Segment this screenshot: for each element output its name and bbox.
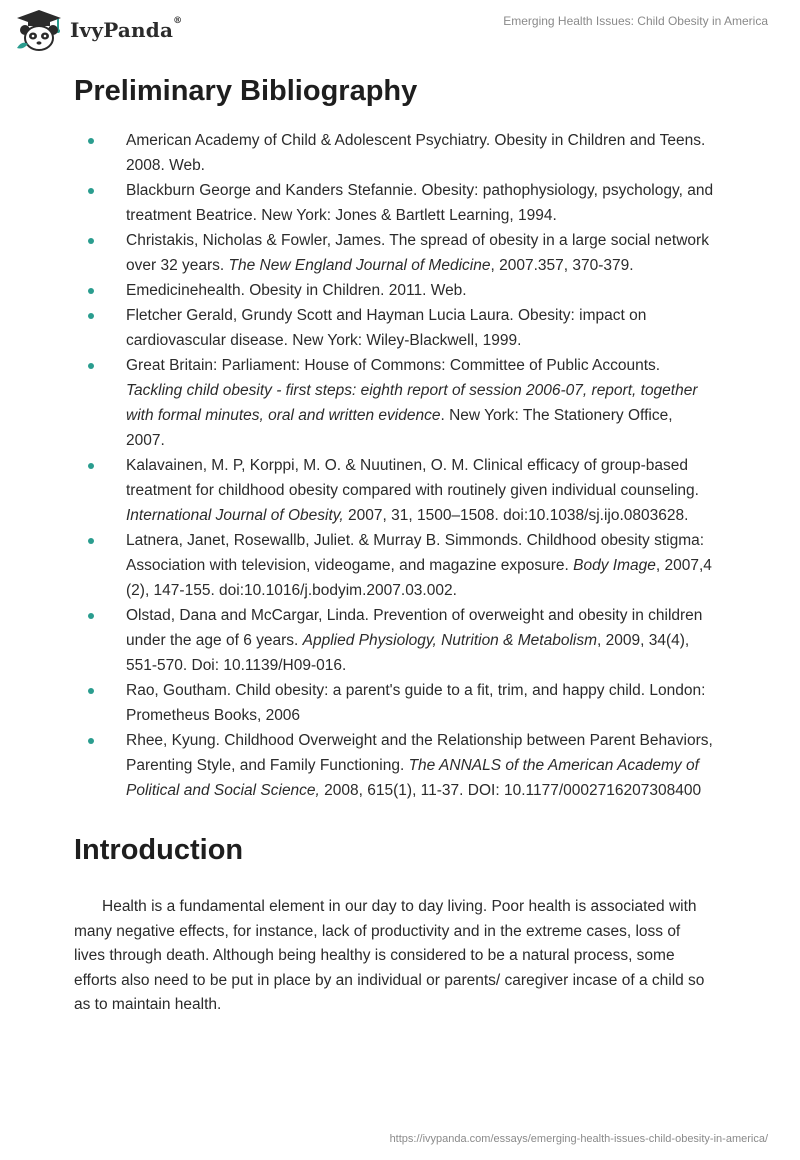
- bibliography-item: [74, 678, 714, 728]
- citation-text: Christakis, Nicholas & Fowler, James. The spread of obesity in a large social network over 32 years.: [126, 232, 709, 274]
- bullet-icon: [88, 313, 94, 319]
- bullet-icon: [88, 138, 94, 144]
- bibliography-heading: Preliminary Bibliography: [74, 75, 418, 107]
- essay-content: [74, 70, 714, 1018]
- bullet-icon: [88, 463, 94, 469]
- bullet-icon: [88, 738, 94, 744]
- bibliography-item: [74, 453, 714, 528]
- bibliography-item: [74, 603, 714, 678]
- bullet-icon: [88, 538, 94, 544]
- source-url-link[interactable]: https://ivypanda.com/essays/emerging-health-issues-child-obesity-in-america/: [389, 1133, 768, 1145]
- bibliography-item: [74, 528, 714, 603]
- citation-text: , 2009, 34(4), 551-570. Doi: 10.1139/H09-016.: [126, 632, 690, 674]
- citation-text: 2008, 615(1), 11-37. DOI: 10.1177/0002716207308400: [319, 782, 702, 799]
- bullet-icon: [88, 613, 94, 619]
- bibliography-item: [74, 303, 714, 353]
- citation-text: Rhee, Kyung. Childhood Overweight and the Relationship between Parent Behaviors, Parenting Style, and Family Functioning.: [126, 732, 713, 774]
- citation-title: International Journal of Obesity,: [126, 507, 344, 524]
- citation-text: Blackburn George and Kanders Stefannie. Obesity: pathophysiology, psychology, and treatment Beatrice. New York: Jones & Bartlett Learning, 1994.: [126, 182, 714, 224]
- citation-text: . New York: The Stationery Office, 2007.: [126, 407, 673, 449]
- bibliography-item: [74, 278, 714, 303]
- citation-text: Olstad, Dana and McCargar, Linda. Prevention of overweight and obesity in children under the age of 6 years.: [126, 607, 703, 649]
- bullet-icon: [88, 188, 94, 194]
- document-title: Emerging Health Issues: Child Obesity in America: [503, 14, 768, 28]
- citation-text: Kalavainen, M. P, Korppi, M. O. & Nuutinen, O. M. Clinical efficacy of group-based treatment for childhood obesity compared with routinely given individual counseling.: [126, 457, 699, 499]
- citation-title: The ANNALS of the American Academy of Political and Social Science,: [126, 757, 699, 799]
- citation-text: Fletcher Gerald, Grundy Scott and Hayman Lucia Laura. Obesity: impact on cardiovascular disease. New York: Wiley-Blackwell, 1999.: [126, 307, 647, 349]
- panda-graduate-icon: [14, 8, 64, 52]
- citation-title: Tackling child obesity - first steps: eighth report of session 2006-07, report, together with formal minutes, oral and written evidence: [126, 382, 698, 424]
- citation-text: Rao, Goutham. Child obesity: a parent's guide to a fit, trim, and happy child. London: Prometheus Books, 2006: [126, 682, 706, 724]
- citation-text: Emedicinehealth. Obesity in Children. 2011. Web.: [126, 282, 467, 299]
- bibliography-item: [74, 178, 714, 228]
- citation-text: Latnera, Janet, Rosewallb, Juliet. & Murray B. Simmonds. Childhood obesity stigma: Association with television, videogame, and magazine exposure.: [126, 532, 705, 574]
- bibliography-item: [74, 228, 714, 278]
- bibliography-list: [74, 128, 714, 803]
- bullet-icon: [88, 363, 94, 369]
- bibliography-item: [74, 128, 714, 178]
- introduction-paragraph: Health is a fundamental element in our day to day living. Poor health is associated with many negative effects, for instance, lack of productivity and in the extreme cases, loss of lives through death. Although being healthy is considered to be a natural process, some efforts also need to be put in place by an individual or parents/ caregiver incase of a child so as to maintain health.: [74, 898, 705, 1013]
- introduction-heading: Introduction: [74, 834, 244, 866]
- page-header: [0, 0, 800, 60]
- brand-name: IvyPanda®: [70, 16, 183, 42]
- citation-text: 2007, 31, 1500–1508. doi:10.1038/sj.ijo.0803628.: [343, 507, 689, 524]
- citation-text: , 2007,4 (2), 147-155. doi:10.1016/j.bodyim.2007.03.002.: [126, 557, 712, 599]
- citation-title: Body Image: [573, 557, 656, 574]
- citation-text: , 2007.357, 370-379.: [490, 257, 634, 274]
- citation-title: The New England Journal of Medicine: [228, 257, 491, 274]
- registered-mark: ®: [173, 16, 183, 26]
- citation-text: Great Britain: Parliament: House of Commons: Committee of Public Accounts.: [126, 357, 661, 374]
- bibliography-item: [74, 728, 714, 803]
- citation-title: Applied Physiology, Nutrition & Metabolism: [302, 632, 598, 649]
- bullet-icon: [88, 688, 94, 694]
- bullet-icon: [88, 288, 94, 294]
- citation-text: American Academy of Child & Adolescent Psychiatry. Obesity in Children and Teens. 2008. Web.: [126, 132, 706, 174]
- ivypanda-logo[interactable]: [14, 8, 182, 52]
- bibliography-item: [74, 353, 714, 453]
- bullet-icon: [88, 238, 94, 244]
